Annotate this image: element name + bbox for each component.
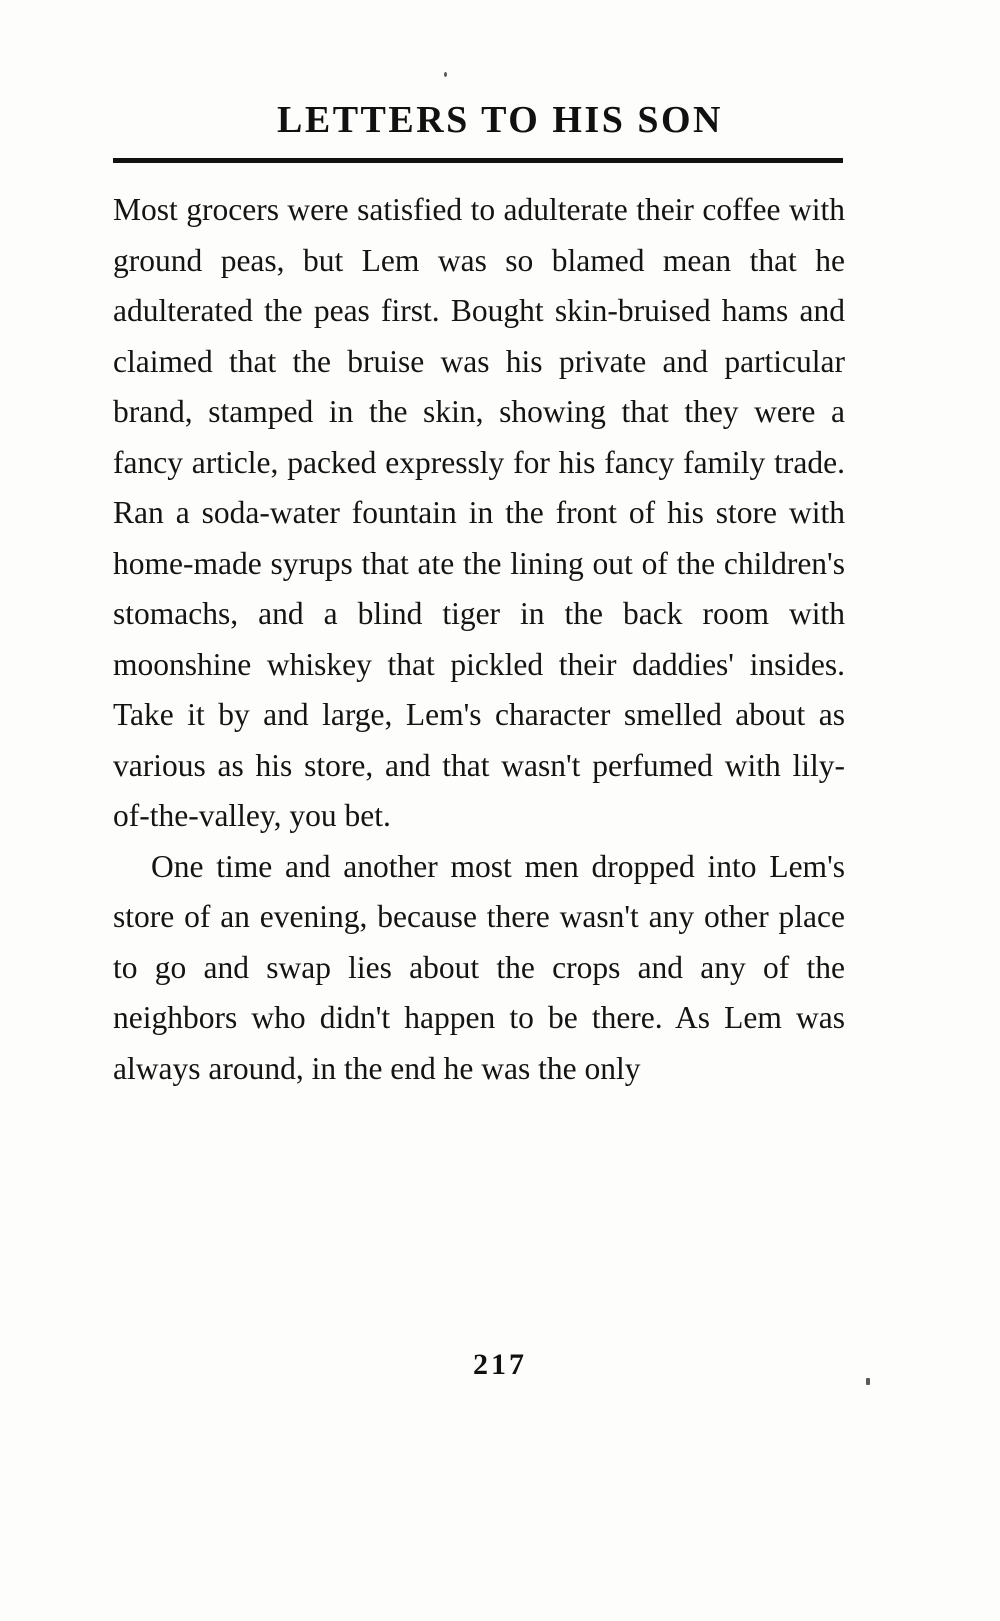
page-speck-right xyxy=(866,1378,870,1385)
page-speck-top xyxy=(444,72,447,77)
page-number: 217 xyxy=(473,1348,527,1381)
paragraph: Most grocers were satisfied to adulterate their coffee with ground peas, but Lem was so blamed mean that he adulterated the peas first. Bought skin-bruised hams and claimed that the bruise was his private and particular brand, stamped in the skin, showing that they were a fancy article, packed expressly for his fancy family trade. Ran a soda-water fountain in the front of his store with home-made syrups that ate the lining out of the children's stomachs, and a blind tiger in the back room with moonshine whiskey that pickled their daddies' insides. Take it by and large, Lem's character smelled about as various as his store, and that wasn't perfumed with lily-of-the-valley, you bet. xyxy=(113,192,845,833)
page-body xyxy=(113,185,845,1094)
page-title: LETTERS TO HIS SON xyxy=(277,99,723,141)
header-rule xyxy=(113,158,843,163)
paragraph: One time and another most men dropped into Lem's store of an evening, because there wasn't any other place to go and swap lies about the crops and any of the neighbors who didn't happen to be there. As Lem was always around, in the end he was the only xyxy=(113,848,845,1086)
